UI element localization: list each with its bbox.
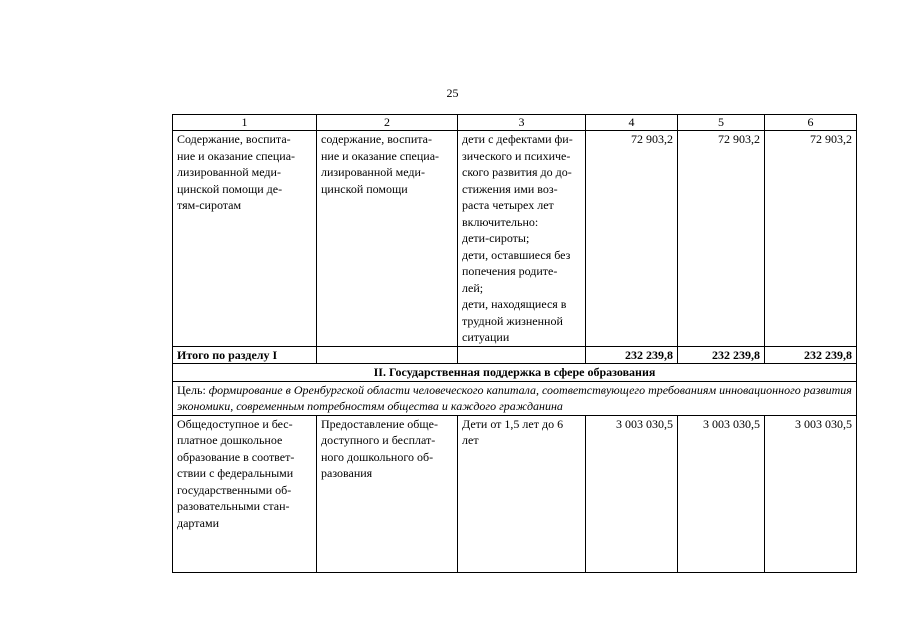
value-col4-cell: 3 003 030,5 [586, 415, 678, 572]
column-header-1: 1 [173, 115, 317, 131]
total-col5-cell: 232 239,8 [678, 346, 765, 364]
section-title: II. Государственная поддержка в сфере образования [173, 364, 857, 382]
column-number-header-row [173, 115, 857, 131]
column-header-3: 3 [458, 115, 586, 131]
column-header-4: 4 [586, 115, 678, 131]
recipients-cell: Дети от 1,5 лет до 6 лет [458, 415, 586, 572]
value-col5-cell: 72 903,2 [678, 131, 765, 347]
page-number: 25 [446, 86, 459, 100]
program-name-cell: Содержание, воспита- ние и оказание специа- лизированной меди- цинской помощи де- тям-сиротам [173, 131, 317, 347]
service-name-cell: Предоставление обще- доступного и бесплат- ного дошкольного об- разования [317, 415, 458, 572]
total-label-cell: Итого по разделу I [173, 346, 317, 364]
empty-cell [458, 346, 586, 364]
program-name-cell: Общедоступное и бес- платное дошкольное образование в соответ- ствии с федеральными государственными об- разовательными стан- дартами [173, 415, 317, 572]
value-col5-cell: 3 003 030,5 [678, 415, 765, 572]
goal-cell [173, 381, 857, 415]
column-header-2: 2 [317, 115, 458, 131]
recipients-cell: дети с дефектами фи- зического и психиче- ского развития до до- стижения ими воз- раста четырех лет включительно: дети-сироты; дети, оставшиеся без попечения родите- лей; дети, находящиеся в трудной жизненной ситуации [458, 131, 586, 347]
goal-text: формирование в Оренбургской области человеческого капитала, соответствующего требованиям инновационного развития экономики, современным потребностям общества и каждого гражданина [177, 382, 852, 413]
column-header-6: 6 [765, 115, 857, 131]
value-col6-cell: 72 903,2 [765, 131, 857, 347]
total-col4-cell: 232 239,8 [586, 346, 678, 364]
column-header-5: 5 [678, 115, 765, 131]
goal-row [173, 381, 857, 415]
value-col4-cell: 72 903,2 [586, 131, 678, 347]
budget-table [172, 114, 857, 573]
service-name-cell: содержание, воспита- ние и оказание специа- лизированной меди- цинской помощи [317, 131, 458, 347]
table-row [173, 415, 857, 572]
table-row [173, 131, 857, 347]
value-col6-cell: 3 003 030,5 [765, 415, 857, 572]
empty-cell [317, 346, 458, 364]
total-col6-cell: 232 239,8 [765, 346, 857, 364]
goal-label: Цель: [177, 382, 209, 397]
section-total-row [173, 346, 857, 364]
section-title-row [173, 364, 857, 382]
